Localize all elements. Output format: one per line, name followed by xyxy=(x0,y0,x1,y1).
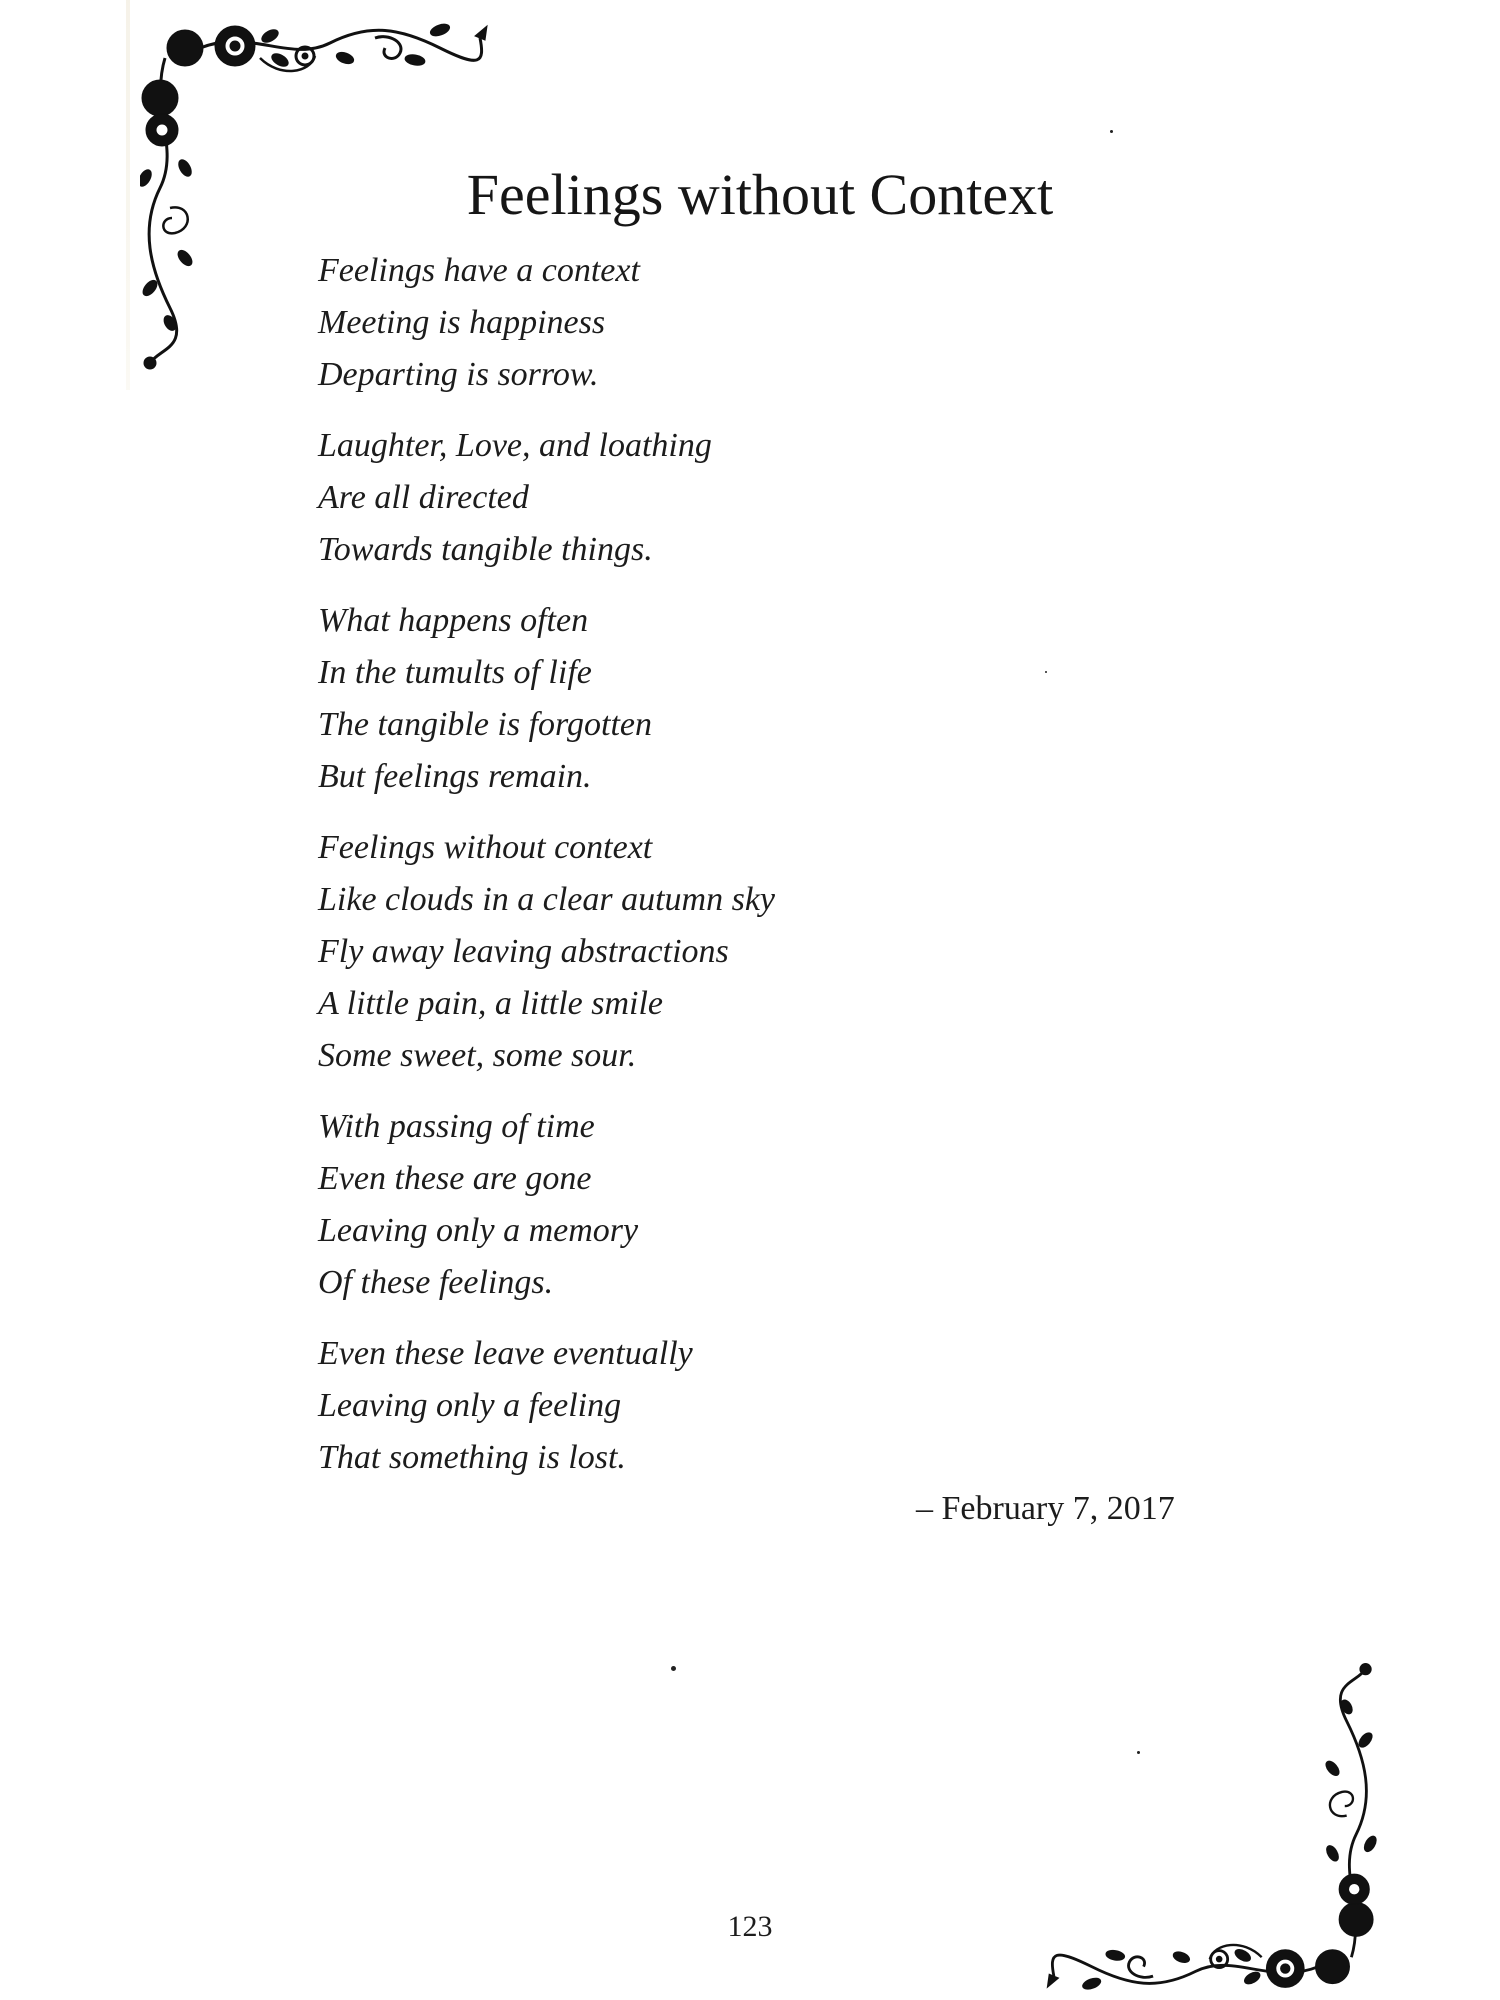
poem-line: Fly away leaving abstractions xyxy=(318,933,729,970)
poem-line: Are all directed xyxy=(318,479,529,516)
poem-line: Feelings without context xyxy=(318,829,653,866)
poem-line: Leaving only a memory xyxy=(318,1212,639,1249)
poem-line: Like clouds in a clear autumn sky xyxy=(318,881,776,918)
poem-line: In the tumults of life xyxy=(318,654,592,691)
poem-line: What happens often xyxy=(318,602,589,639)
poem-line: Of these feelings. xyxy=(318,1264,554,1301)
stanza xyxy=(318,420,1218,576)
poem-line: Some sweet, some sour. xyxy=(318,1037,637,1074)
stanza xyxy=(318,245,1218,401)
poem-line: The tangible is forgotten xyxy=(318,706,653,743)
poem-line: Even these are gone xyxy=(318,1160,592,1197)
poem-line: Leaving only a feeling xyxy=(318,1387,622,1424)
page-number: 123 xyxy=(727,1910,773,1943)
scan-speck xyxy=(1110,130,1113,133)
poem-line: That something is lost. xyxy=(318,1439,626,1476)
poem-line: A little pain, a little smile xyxy=(318,985,664,1022)
poem-line: Towards tangible things. xyxy=(318,531,653,568)
poem-line: Feelings have a context xyxy=(318,252,640,289)
stanza xyxy=(318,1101,1218,1309)
poem-title: Feelings without Context xyxy=(466,161,1054,227)
stanza xyxy=(318,822,1218,1082)
scan-speck xyxy=(1045,671,1047,673)
poem-date: – February 7, 2017 xyxy=(916,1490,1175,1527)
rose-corner-ornament-icon xyxy=(1025,1655,1385,1995)
poem-line: With passing of time xyxy=(318,1108,595,1145)
scan-speck xyxy=(1137,1751,1140,1754)
poem-line: But feelings remain. xyxy=(318,758,592,795)
poem-line: Meeting is happiness xyxy=(318,304,606,341)
poem-line: Laughter, Love, and loathing xyxy=(318,427,712,464)
stanza xyxy=(318,595,1218,803)
stanza xyxy=(318,1328,1218,1484)
poem-line: Departing is sorrow. xyxy=(318,356,599,393)
poem-line: Even these leave eventually xyxy=(318,1335,693,1372)
poem-body xyxy=(318,245,1218,1503)
scan-speck xyxy=(671,1666,676,1671)
